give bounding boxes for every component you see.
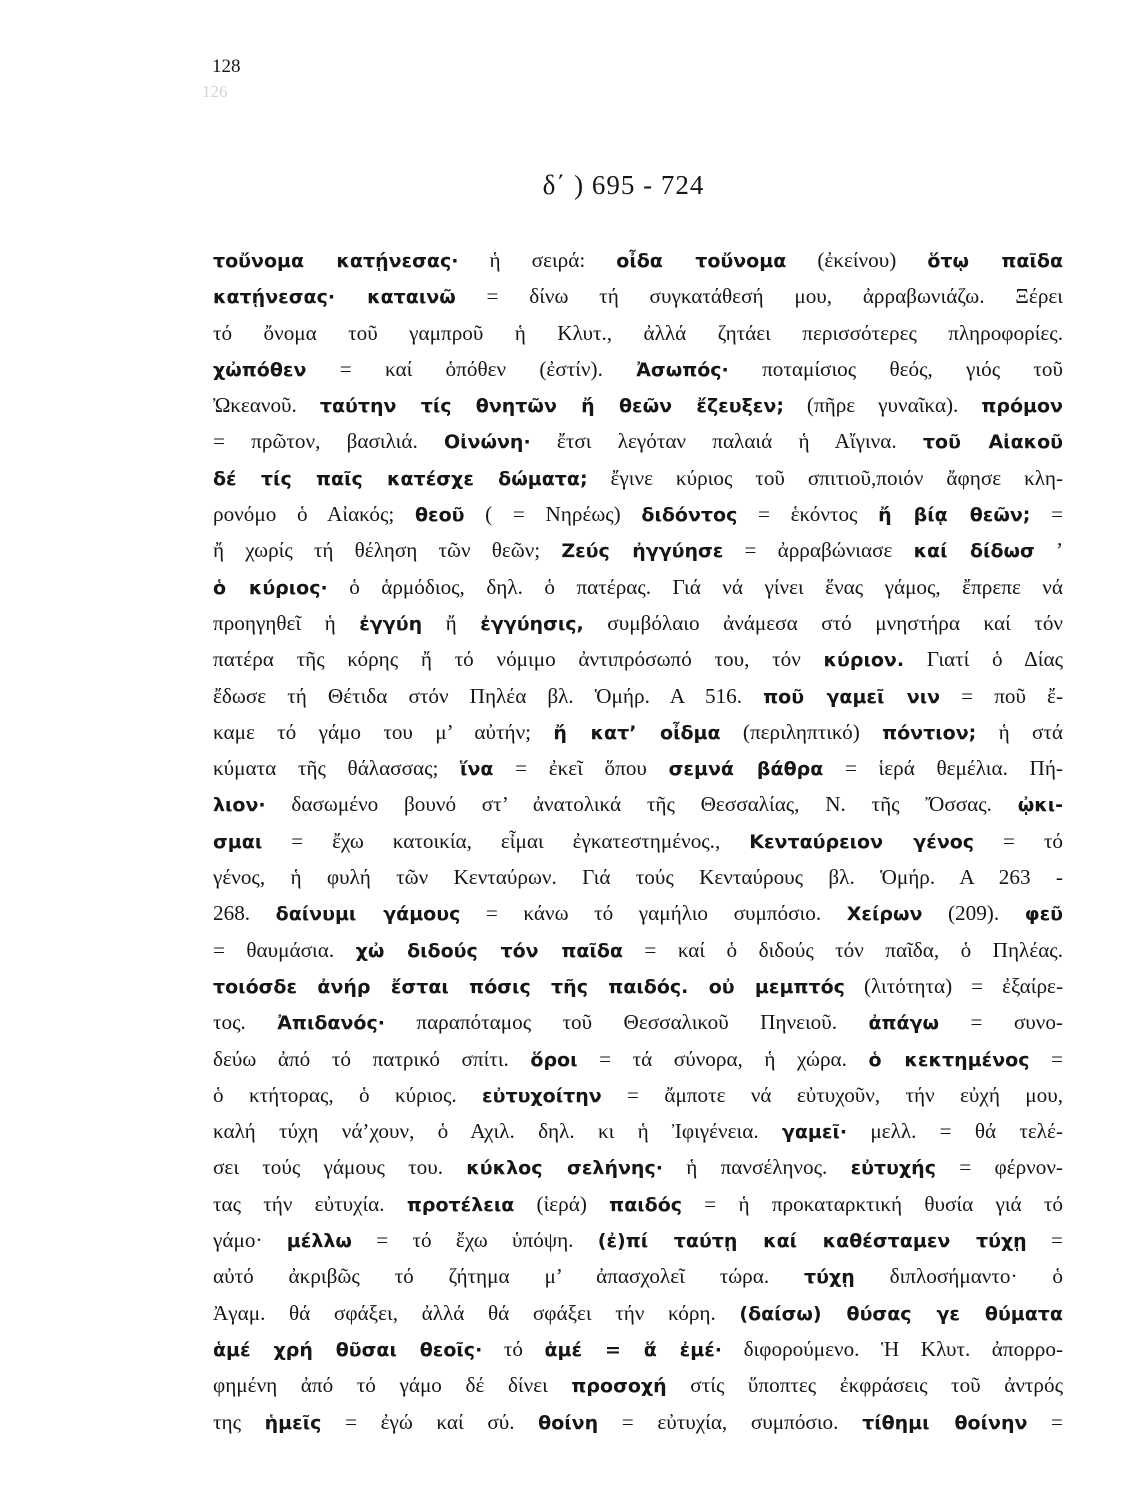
gloss-text: ρονόμο ὁ Αἰακός; bbox=[213, 502, 415, 527]
gloss-text: = ἄμποτε νά εὐτυχοῦν, τήν εὐχή μου, bbox=[601, 1082, 1063, 1107]
gloss-text: ’ bbox=[1034, 538, 1064, 563]
text-line bbox=[213, 1331, 1063, 1367]
lemma-term: καί δίδωσ bbox=[913, 540, 1035, 563]
lemma-term: τίθημι θοίνην bbox=[862, 1411, 1028, 1434]
lemma-term: ἐγγύησις, bbox=[480, 612, 584, 635]
gloss-text: δασωμένο βουνό στ’ ἀνατολικά τῆς Θεσσαλίας, Ν. τῆς Ὄσσας. bbox=[265, 792, 1018, 817]
lemma-term: μέλλω bbox=[286, 1230, 352, 1253]
gloss-text: γένος, ἡ φυλή τῶν Κενταύρων. Γιά τούς Κενταύρους βλ. Ὁμήρ. Α 263 - bbox=[213, 865, 1063, 890]
text-line bbox=[213, 569, 1063, 605]
gloss-text: τό ὄνομα τοῦ γαμπροῦ ἡ Κλυτ., ἀλλά ζητάει περισσότερες πληροφορίες. bbox=[213, 320, 1063, 345]
text-line bbox=[213, 460, 1063, 496]
lemma-term: θοίνη bbox=[538, 1411, 599, 1434]
gloss-text: = bbox=[1026, 1228, 1063, 1253]
gloss-text: = εὐτυχία, συμπόσιο. bbox=[598, 1409, 863, 1434]
lemma-term: ὁ κύριος· bbox=[213, 576, 328, 599]
lemma-term: Οἰνώνη· bbox=[443, 431, 531, 454]
lemma-term: Χείρων bbox=[846, 903, 923, 926]
gloss-text: = ἱερά θεμέλια. Πή- bbox=[823, 756, 1063, 781]
text-line bbox=[213, 895, 1063, 931]
gloss-text: = καί ὁπόθεν (ἐστίν). bbox=[306, 356, 637, 381]
lemma-term: ταύτην τίς θνητῶν ἤ θεῶν ἔζευξεν; bbox=[319, 395, 784, 418]
lemma-term: ᾠκι- bbox=[1017, 794, 1063, 817]
lemma-term: ἡμεῖς bbox=[264, 1411, 322, 1434]
gloss-text: = ἀρραβώνιασε bbox=[723, 538, 914, 563]
gloss-text: καμε τό γάμο του μ’ αὐτήν; bbox=[213, 719, 554, 744]
lemma-term: ἤ βίᾳ θεῶν; bbox=[878, 504, 1031, 527]
gloss-text: = φέρνον- bbox=[935, 1155, 1063, 1180]
lemma-term: δέ τίς παῖς κατέσχε δώματα; bbox=[213, 467, 588, 490]
gloss-text: καλή τύχη νά’χουν, ὁ Αχιλ. δηλ. κι ἡ Ἰφιγένεια. bbox=[213, 1119, 782, 1144]
gloss-text: 268. bbox=[213, 901, 276, 926]
gloss-text: τας τήν εὐτυχία. bbox=[213, 1191, 407, 1216]
lemma-term: θεοῦ bbox=[414, 504, 465, 527]
text-line bbox=[213, 823, 1063, 859]
gloss-text: ὁ κτήτορας, ὁ κύριος. bbox=[213, 1082, 483, 1107]
gloss-text: Γιατί ὁ Δίας bbox=[904, 647, 1064, 672]
lemma-term: γαμεῖ· bbox=[781, 1121, 848, 1144]
lemma-term: ἀπάγω bbox=[868, 1012, 940, 1035]
text-line bbox=[213, 351, 1063, 387]
gloss-text: = ἡ προκαταρκτική θυσία γιά τό bbox=[682, 1191, 1063, 1216]
text-line bbox=[213, 932, 1063, 968]
gloss-text: στίς ὕποπτες ἐκφράσεις τοῦ ἀντρός bbox=[666, 1373, 1063, 1398]
lemma-term: κατῄνεσας· καταινῶ bbox=[213, 286, 456, 309]
text-line bbox=[213, 859, 1063, 895]
ghost-page-number: 126 bbox=[202, 82, 228, 101]
lemma-term: τοιόσδε ἀνήρ ἔσται πόσις τῆς παιδός. οὐ μεμπτός bbox=[213, 975, 845, 998]
gloss-text: ὁ ἁρμόδιος, δηλ. ὁ πατέρας. Γιά νά γίνει ἕνας γάμος, ἔπρεπε νά bbox=[327, 574, 1063, 599]
lemma-term: Ἀπιδανός· bbox=[277, 1012, 385, 1035]
lemma-term: κύριον. bbox=[823, 649, 905, 672]
lemma-term: οἶδα τοὔνομα bbox=[616, 250, 787, 272]
gloss-text: ἔδωσε τή Θέτιδα στόν Πηλέα βλ. Ὁμήρ. Α 516. bbox=[213, 683, 764, 708]
lemma-term: χὠπόθεν bbox=[213, 358, 307, 381]
gloss-text: = δίνω τή συγκατάθεσή μου, ἀρραβωνιάζω. Ξέρει bbox=[455, 284, 1063, 309]
gloss-text: τό bbox=[482, 1336, 545, 1361]
gloss-text: = bbox=[1030, 502, 1064, 527]
gloss-text: = ἔχω κατοικία, εἶμαι ἐγκατεστημένος., bbox=[262, 828, 750, 853]
gloss-text: ἔτσι λεγόταν παλαιά ἡ Αἴγινα. bbox=[530, 429, 923, 454]
gloss-text: δεύω ἀπό τό πατρικό σπίτι. bbox=[213, 1046, 531, 1071]
gloss-text: = τό ἔχω ὑπόψη. bbox=[351, 1228, 598, 1253]
lemma-term: ἁμέ χρή θῦσαι θεοῖς· bbox=[213, 1338, 483, 1361]
lemma-term: ὅροι bbox=[530, 1048, 578, 1071]
text-line bbox=[213, 496, 1063, 532]
text-line bbox=[213, 1404, 1063, 1440]
lemma-term: ποῦ γαμεῖ νιν bbox=[763, 685, 941, 708]
gloss-text: ἤ bbox=[422, 610, 481, 635]
gloss-text: ποταμίσιος θεός, γιός τοῦ bbox=[728, 356, 1063, 381]
gloss-text: (209). bbox=[922, 901, 1025, 926]
text-line bbox=[213, 423, 1063, 459]
lemma-term: τοὔνομα κατῄνεσας· bbox=[213, 250, 459, 272]
gloss-text: = τά σύνορα, ἡ χώρα. bbox=[577, 1046, 869, 1071]
lemma-term: ἵνα bbox=[460, 758, 494, 781]
gloss-text: ( = Νηρέως) bbox=[464, 502, 642, 527]
text-line bbox=[213, 1186, 1063, 1222]
text-line bbox=[213, 1295, 1063, 1331]
lemma-term: διδόντος bbox=[641, 504, 738, 527]
gloss-text: (περιληπτικό) bbox=[720, 719, 883, 744]
gloss-text: = συνο- bbox=[939, 1010, 1063, 1035]
gloss-text: Ἀγαμ. θά σφάξει, ἀλλά θά σφάξει τήν κόρη. bbox=[213, 1300, 740, 1325]
gloss-text: = bbox=[1029, 1046, 1063, 1071]
text-line bbox=[213, 1258, 1063, 1294]
gloss-text: ἡ στά bbox=[976, 719, 1063, 744]
gloss-text: (ἐκείνου) bbox=[786, 248, 928, 272]
gloss-text: γάμο· bbox=[213, 1228, 287, 1253]
gloss-text: = τό bbox=[974, 828, 1064, 853]
gloss-text: ἔγινε κύριος τοῦ σπιτιοῦ,ποιόν ἄφησε κλη- bbox=[587, 465, 1064, 490]
gloss-text: = θαυμάσια. bbox=[213, 937, 356, 962]
gloss-text: πατέρα τῆς κόρης ἤ τό νόμιμο ἀντιπρόσωπό του, τόν bbox=[213, 647, 824, 672]
commentary-text bbox=[213, 242, 1063, 1440]
lemma-term: φεῦ bbox=[1024, 903, 1064, 926]
gloss-text: της bbox=[213, 1409, 265, 1434]
gloss-text: Ὠκεανοῦ. bbox=[213, 393, 320, 418]
lemma-term: κύκλος σελήνης· bbox=[466, 1157, 663, 1180]
text-line bbox=[213, 1113, 1063, 1149]
text-line bbox=[213, 750, 1063, 786]
text-line bbox=[213, 641, 1063, 677]
lemma-term: προτέλεια bbox=[406, 1193, 515, 1216]
gloss-text: = κάνω τό γαμήλιο συμπόσιο. bbox=[460, 901, 847, 926]
lemma-term: (δαίσω) θύσας γε θύματα bbox=[739, 1302, 1063, 1325]
text-line bbox=[213, 678, 1063, 714]
lemma-term: ἁμέ = ἅ ἐμέ· bbox=[544, 1338, 723, 1361]
text-line bbox=[213, 242, 1063, 278]
gloss-text: ἤ χωρίς τή θέληση τῶν θεῶν; bbox=[213, 538, 562, 563]
gloss-text: (ἱερά) bbox=[514, 1191, 610, 1216]
lemma-term: προσοχή bbox=[571, 1375, 667, 1398]
gloss-text: προηγηθεῖ ἡ bbox=[213, 610, 360, 635]
section-heading: δ΄ ) 695 - 724 bbox=[542, 170, 705, 200]
lemma-term: τοῦ Αἰακοῦ bbox=[922, 431, 1064, 454]
lemma-term: πρόμον bbox=[981, 395, 1063, 418]
text-line bbox=[213, 1004, 1063, 1040]
lemma-term: σεμνά βάθρα bbox=[668, 758, 824, 781]
gloss-text: παραπόταμος τοῦ Θεσσαλικοῦ Πηνειοῦ. bbox=[384, 1010, 869, 1035]
gloss-text: μελλ. = θά τελέ- bbox=[847, 1119, 1064, 1144]
lemma-term: δαίνυμι γάμους bbox=[275, 903, 461, 926]
text-line bbox=[213, 1041, 1063, 1077]
text-line bbox=[213, 1077, 1063, 1113]
lemma-term: εὐτυχοίτην bbox=[482, 1084, 602, 1107]
lemma-term: (ἐ)πί ταύτῃ καί καθέσταμεν τύχῃ bbox=[597, 1230, 1027, 1253]
text-line bbox=[213, 786, 1063, 822]
gloss-text: κύματα τῆς θάλασσας; bbox=[213, 756, 461, 781]
gloss-text: φημένη ἀπό τό γάμο δέ δίνει bbox=[213, 1373, 572, 1398]
lemma-term: πόντιον; bbox=[882, 721, 977, 744]
gloss-text: (λιτότητα) = ἐξαίρε- bbox=[844, 973, 1063, 998]
lemma-term: ἤ κατ’ οἶδμα bbox=[553, 721, 721, 744]
gloss-text: (πῆρε γυναῖκα). bbox=[783, 393, 982, 418]
gloss-text: αὐτό ἀκριβῶς τό ζήτημα μ’ ἀπασχολεῖ τώρα. bbox=[213, 1264, 804, 1289]
text-line bbox=[213, 1222, 1063, 1258]
text-line bbox=[213, 387, 1063, 423]
text-line bbox=[213, 278, 1063, 314]
lemma-term: Ἀσωπός· bbox=[636, 358, 729, 381]
text-line bbox=[213, 968, 1063, 1004]
gloss-text: = καί ὁ διδούς τόν παῖδα, ὁ Πηλέας. bbox=[622, 937, 1063, 962]
text-line bbox=[213, 605, 1063, 641]
lemma-term: παιδός bbox=[609, 1193, 683, 1216]
lemma-term: Κενταύρειον γένος bbox=[749, 830, 975, 853]
lemma-term: χὠ διδούς τόν παῖδα bbox=[355, 939, 623, 962]
gloss-text: = ἐγώ καί σύ. bbox=[321, 1409, 539, 1434]
gloss-text: ἡ πανσέληνος. bbox=[662, 1155, 851, 1180]
lemma-term: ἐγγύη bbox=[359, 612, 423, 635]
lemma-term: εὐτυχής bbox=[850, 1157, 936, 1180]
gloss-text: = ἑκόντος bbox=[737, 502, 879, 527]
lemma-term: σμαι bbox=[213, 830, 263, 853]
text-line bbox=[213, 714, 1063, 750]
text-line bbox=[213, 1367, 1063, 1403]
gloss-text: ἡ σειρά: bbox=[458, 248, 617, 272]
gloss-text: διφορούμενο. Ἡ Κλυτ. ἀπορρο- bbox=[722, 1336, 1063, 1361]
gloss-text: διπλοσήμαντο· ὁ bbox=[854, 1264, 1063, 1289]
gloss-text: = bbox=[1027, 1409, 1063, 1434]
gloss-text: = ἐκεῖ ὅπου bbox=[493, 756, 669, 781]
gloss-text: συμβόλαιο ἀνάμεσα στό μνηστήρα καί τόν bbox=[583, 610, 1063, 635]
lemma-term: ὅτῳ παῖδα bbox=[927, 250, 1063, 272]
text-line bbox=[213, 315, 1063, 351]
gloss-text: τος. bbox=[213, 1010, 278, 1035]
lemma-term: λιον· bbox=[213, 794, 266, 817]
lemma-term: ὁ κεκτημένος bbox=[868, 1048, 1030, 1071]
gloss-text: = πρῶτον, βασιλιά. bbox=[213, 429, 444, 454]
text-line bbox=[213, 532, 1063, 568]
page-number: 128 bbox=[212, 56, 241, 77]
text-line bbox=[213, 1149, 1063, 1185]
lemma-term: Ζεύς ἠγγύησε bbox=[561, 540, 724, 563]
gloss-text: σει τούς γάμους του. bbox=[213, 1155, 467, 1180]
lemma-term: τύχῃ bbox=[804, 1266, 855, 1289]
gloss-text: = ποῦ ἔ- bbox=[940, 683, 1064, 708]
